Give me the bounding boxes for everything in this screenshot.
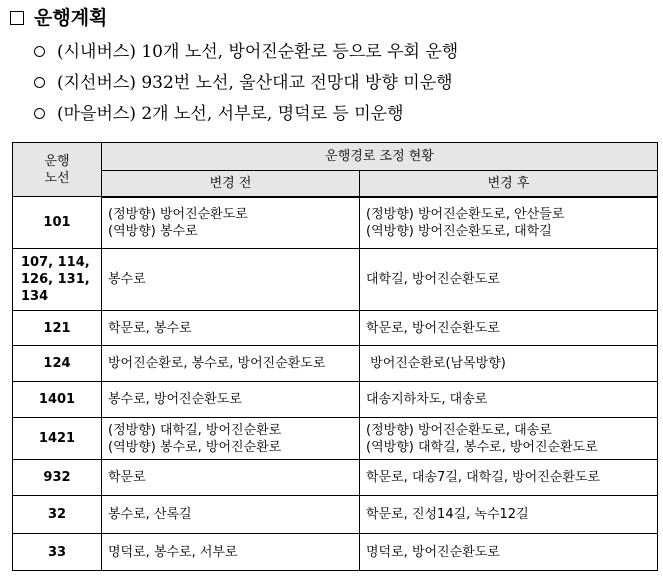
before-cell: 봉수로, 방어진순환도로 <box>102 382 360 418</box>
before-cell: 명덕로, 봉수로, 서부로 <box>102 534 360 571</box>
bullet-text: (시내버스) 10개 노선, 방어진순환로 등으로 우회 운행 <box>57 42 459 62</box>
table-row <box>13 197 658 249</box>
after-cell: (정방향) 방어진순환도로, 안산들로 (역방향) 방어진순환도로, 대학길 <box>360 197 658 249</box>
bullet-item-city-bus <box>34 40 458 71</box>
section-title: 운행계획 <box>34 7 108 29</box>
after-cell: 대송지하차도, 대송로 <box>360 382 658 418</box>
table-row <box>13 382 658 418</box>
table-row <box>13 534 658 571</box>
table-row <box>13 346 658 382</box>
after-cell: 명덕로, 방어진순환도로 <box>360 534 658 571</box>
route-cell: 32 <box>13 496 102 534</box>
table-row <box>13 311 658 346</box>
table-row <box>13 249 658 311</box>
table-row <box>13 418 658 460</box>
before-cell: 학문로 <box>102 460 360 496</box>
circle-bullet-icon <box>34 77 45 88</box>
header-after: 변경 후 <box>360 171 658 197</box>
bullet-item-village-bus <box>34 102 458 133</box>
route-cell: 121 <box>13 311 102 346</box>
bullet-text: (마을버스) 2개 노선, 서부로, 명덕로 등 미운행 <box>57 104 404 124</box>
circle-bullet-icon <box>34 46 45 57</box>
header-route-line1: 운행 <box>44 153 70 169</box>
route-cell: 1421 <box>13 418 102 460</box>
after-cell: 방어진순환로(남목방향) <box>360 346 658 382</box>
circle-bullet-icon <box>34 108 45 119</box>
route-cell: 101 <box>13 197 102 249</box>
header-before: 변경 전 <box>102 171 360 197</box>
header-route-line2: 노선 <box>44 170 70 186</box>
after-cell: 학문로, 방어진순환도로 <box>360 311 658 346</box>
after-cell: 학문로, 진성14길, 녹수12길 <box>360 496 658 534</box>
before-cell: 학문로, 봉수로 <box>102 311 360 346</box>
header-route-adjustment: 운행경로 조정 현황 <box>102 143 658 171</box>
before-cell: 방어진순환로, 봉수로, 방어진순환도로 <box>102 346 360 382</box>
before-cell: 봉수로 <box>102 249 360 311</box>
after-cell: 학문로, 대송7길, 대학길, 방어진순환도로 <box>360 460 658 496</box>
section-heading <box>10 6 107 30</box>
route-cell: 33 <box>13 534 102 571</box>
route-cell: 124 <box>13 346 102 382</box>
after-cell: 대학길, 방어진순환도로 <box>360 249 658 311</box>
before-cell: 봉수로, 산록길 <box>102 496 360 534</box>
plan-bullet-list <box>34 40 458 133</box>
before-cell: (정방향) 대학길, 방어진순환로 (역방향) 봉수로, 방어진순환로 <box>102 418 360 460</box>
bullet-item-branch-bus <box>34 71 458 102</box>
checkbox-square-icon <box>10 11 24 25</box>
route-cell: 932 <box>13 460 102 496</box>
route-cell: 107, 114, 126, 131, 134 <box>13 249 102 311</box>
before-cell: (정방향) 방어진순환도로 (역방향) 봉수로 <box>102 197 360 249</box>
table-row <box>13 496 658 534</box>
after-cell: (정방향) 방어진순환도로, 대송로 (역방향) 대학길, 봉수로, 방어진순환도로 <box>360 418 658 460</box>
table-row <box>13 460 658 496</box>
header-route <box>13 143 102 197</box>
bullet-text: (지선버스) 932번 노선, 울산대교 전망대 방향 미운행 <box>57 73 453 93</box>
route-change-table <box>12 142 658 571</box>
route-cell: 1401 <box>13 382 102 418</box>
